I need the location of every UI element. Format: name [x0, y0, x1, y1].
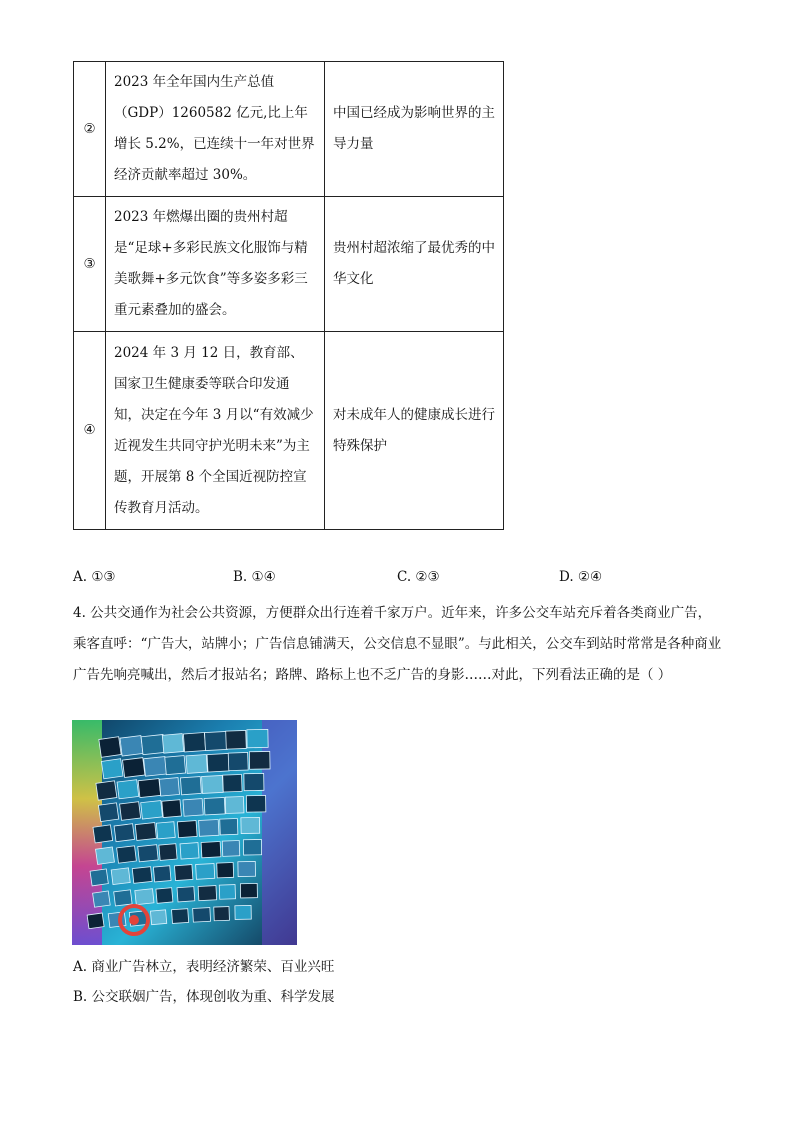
screen-tile — [99, 737, 121, 758]
event-cell: 2023 年燃爆出圈的贵州村超是“足球+多彩民族文化服饰与精美歌舞+多元饮食”等多姿多彩三重元素叠加的盛会。 — [106, 197, 325, 332]
option-b[interactable]: B. ①④ — [233, 569, 276, 585]
screen-tile — [199, 819, 219, 836]
screen-tile — [132, 867, 152, 884]
event-cell: 2024 年 3 月 12 日，教育部、国家卫生健康委等联合印发通知，决定在今年 3 月以“有效减少近视发生共同守护光明未来”为主题，开展第 8 个全国近视防控宣传教育月活动。 — [106, 332, 325, 530]
screen-tile — [150, 910, 166, 925]
screen-tile — [219, 885, 235, 900]
screen-tile — [204, 797, 225, 814]
screen-tile — [114, 890, 132, 906]
screen-tile — [172, 909, 189, 924]
screen-tile — [156, 888, 173, 904]
screen-tile — [117, 846, 137, 863]
screen-tile — [141, 734, 165, 754]
table-row — [74, 332, 504, 530]
option-d[interactable]: D. ②④ — [559, 569, 603, 585]
screen-tile — [180, 843, 199, 860]
screen-tile — [205, 731, 228, 750]
screen-tile — [111, 868, 130, 885]
screen-tile — [177, 887, 195, 902]
screen-tile — [135, 823, 156, 841]
screen-tile — [202, 775, 224, 793]
screen-tile — [177, 821, 197, 838]
screen-tile — [159, 844, 177, 861]
advertising-screens-image — [72, 720, 297, 945]
screen-tile — [193, 908, 211, 923]
row-number: ② — [74, 62, 106, 197]
screen-tile — [223, 774, 242, 792]
screen-tile — [162, 734, 183, 754]
screen-tile — [101, 759, 123, 779]
screen-tile — [225, 796, 244, 813]
viewpoint-cell: 对未成年人的健康成长进行特殊保护 — [325, 332, 504, 530]
screen-tile — [235, 905, 251, 919]
screen-tile — [240, 883, 257, 897]
row-number: ④ — [74, 332, 106, 530]
question-4-text: 4. 公共交通作为社会公共资源，方便群众出行连着千家万户。近年来，许多公交车站充斥着各类商业广告，乘客直呼：“广告大，站牌小；广告信息铺满天，公交信息不显眼”。与此相关，公交车到站时常常是各种商业广告先响亮喊出，然后才报站名；路牌、路标上也不乏广告的身影……对此，下列看法正确的是（ ） — [73, 605, 722, 683]
screen-tile — [207, 753, 229, 772]
screen-tile — [87, 913, 104, 929]
screen-tile — [220, 818, 238, 834]
screen-tile — [198, 886, 217, 901]
option-c[interactable]: C. ②③ — [397, 569, 440, 585]
screen-tile — [196, 864, 215, 880]
table-row — [74, 62, 504, 197]
screen-tile — [120, 736, 143, 756]
screen-tile — [222, 841, 240, 857]
answer-a[interactable]: A. 商业广告林立，表明经济繁荣、百业兴旺 — [73, 959, 335, 975]
screen-tile — [243, 839, 261, 855]
statement-table — [73, 61, 504, 530]
screen-tile — [246, 795, 265, 812]
screen-tile — [123, 758, 145, 778]
screen-tile — [96, 781, 117, 800]
screen-tile — [186, 755, 208, 774]
screen-tile — [90, 869, 108, 886]
screen-tile — [135, 889, 154, 905]
viewpoint-cell: 贵州村超浓缩了最优秀的中华文化 — [325, 197, 504, 332]
screen-tile — [217, 863, 234, 878]
screen-tile — [96, 847, 115, 865]
screen-tile — [241, 817, 260, 833]
screen-tile — [183, 799, 203, 817]
screen-tile — [247, 729, 268, 747]
screen-tile — [138, 779, 160, 798]
row-number: ③ — [74, 197, 106, 332]
screen-tile — [183, 732, 205, 751]
screen-tile — [98, 803, 118, 822]
screen-tile — [165, 756, 186, 775]
event-cell: 2023 年全年国内生产总值（GDP）1260582 亿元,比上年增长 5.2%，已连续十一年对世界经济贡献率超过 30%。 — [106, 62, 325, 197]
answer-b[interactable]: B. 公交联姻广告，体现创收为重、科学发展 — [73, 989, 335, 1005]
screen-tile — [93, 825, 113, 843]
screen-tile — [201, 842, 221, 858]
screen-tile — [144, 757, 167, 777]
screen-tile — [244, 773, 264, 790]
screen-tile — [249, 751, 270, 769]
screen-tile — [226, 730, 247, 749]
screen-tile — [156, 822, 175, 839]
screen-tile — [238, 861, 256, 876]
screen-tile — [114, 824, 134, 842]
screen-tile — [159, 778, 179, 796]
screen-tile — [117, 780, 139, 799]
screen-tile — [228, 752, 248, 770]
screen-tile — [120, 802, 141, 821]
screen-tile — [153, 866, 171, 882]
screen-tile — [214, 907, 230, 921]
screen-tile — [141, 801, 163, 819]
screen-tile — [162, 800, 182, 818]
viewpoint-cell: 中国已经成为影响世界的主导力量 — [325, 62, 504, 197]
screen-tile — [138, 845, 158, 862]
screen-tile — [175, 865, 193, 881]
table-row — [74, 197, 504, 332]
screen-tile — [180, 777, 201, 795]
option-a[interactable]: A. ①③ — [73, 569, 116, 585]
screen-tile — [93, 891, 111, 907]
